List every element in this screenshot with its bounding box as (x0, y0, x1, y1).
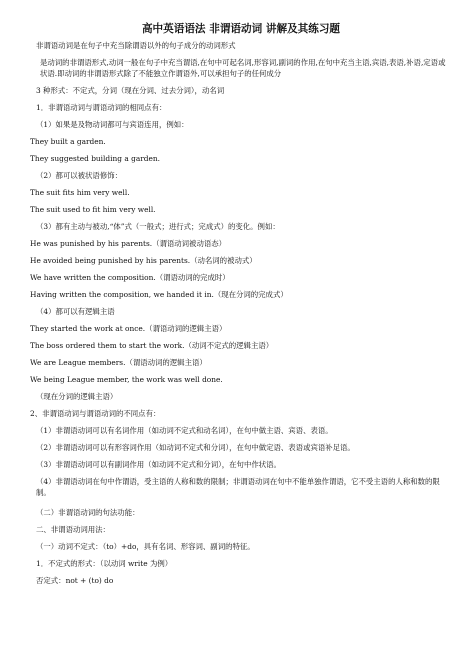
example-sentence: We have written the composition.（谓语动词的完成时） (30, 273, 230, 282)
example-sentence: The boss ordered them to start the work.（动词不定式的逻辑主语） (30, 341, 274, 350)
example-note: （现在分词的逻辑主语） (36, 392, 118, 401)
point-2-adverbial: （2）都可以被状语修饰： (36, 171, 123, 180)
difference-1: （1）非谓语动词可以有名词作用（如动词不定式和动名词），在句中做主语、宾语、表语。 (36, 426, 333, 435)
infinitive-forms: 1．不定式的形式：（以动词 write 为例） (36, 559, 173, 568)
paragraph-explanation: 是动词的非谓语形式,动词一般在句子中充当谓语,在句中可起名词,形容词,副词的作用,在句中充当主语,宾语,表语,补语,定语或状语.即动词的非谓语形式除了不能独立作谓语外,可以承担句子的任何成分 (40, 58, 446, 78)
paragraph-definition: 非谓语动词是在句子中充当除谓语以外的句子成分的动词形式 (36, 41, 236, 50)
example-sentence: We being League member, the work was well done. (30, 375, 223, 384)
infinitive-negative: 否定式：not + (to) do (36, 576, 114, 585)
example-sentence: The suit fits him very well. (30, 188, 130, 197)
difference-4: （4）非谓语动词在句中作谓语，受主语的人称和数的限制；非谓语动词在句中不能单独作谓语，它不受主语的人称和数的限制。 (36, 477, 440, 497)
example-sentence: The suit used to fit him very well. (30, 205, 156, 214)
example-sentence: We are League members.（谓语动词的逻辑主语） (30, 358, 207, 367)
difference-2: （2）非谓语动词可以有形容词作用（如动词不定式和分词），在句中做定语、表语或宾语补足语。 (36, 443, 355, 452)
point-1-transitive: （1）如果是及物动词都可与宾语连用，例如： (36, 120, 189, 129)
example-sentence: They suggested building a garden. (30, 154, 160, 163)
example-sentence: Having written the composition, we handed it in.（现在分词的完成式） (30, 290, 288, 299)
heading-similarities: 1．非谓语动词与谓语动词的相同点有： (36, 103, 167, 112)
point-4-logical-subject: （4）都可以有逻辑主语 (36, 307, 115, 316)
example-sentence: He was punished by his parents.（谓语动词被动语态） (30, 239, 227, 248)
point-3-voice-aspect: （3）都有主动与被动,“体”式（一般式；进行式；完成式）的变化。例如： (36, 222, 280, 231)
example-sentence: He avoided being punished by his parents.（动名词的被动式） (30, 256, 257, 265)
example-sentence: They started the work at once.（谓语动词的逻辑主语） (30, 324, 227, 333)
example-sentence: They built a garden. (30, 137, 106, 146)
heading-usage: 二、非谓语动词用法： (36, 525, 110, 534)
heading-syntax-functions: （二）非谓语动词的句法功能： (36, 508, 140, 517)
document-title: 高中英语语法 非谓语动词 讲解及其练习题 (141, 23, 341, 35)
difference-3: （3）非谓语动词可以有副词作用（如动词不定式和分词），在句中作状语。 (36, 460, 281, 469)
heading-differences: 2、非谓语动词与谓语动词的不同点有： (30, 409, 161, 418)
heading-infinitive: （一）动词不定式：（to）+do，具有名词、形容词、副词的特征。 (36, 542, 255, 551)
paragraph-three-forms: 3 种形式：不定式，分词（现在分词、过去分词），动名词 (36, 86, 225, 95)
